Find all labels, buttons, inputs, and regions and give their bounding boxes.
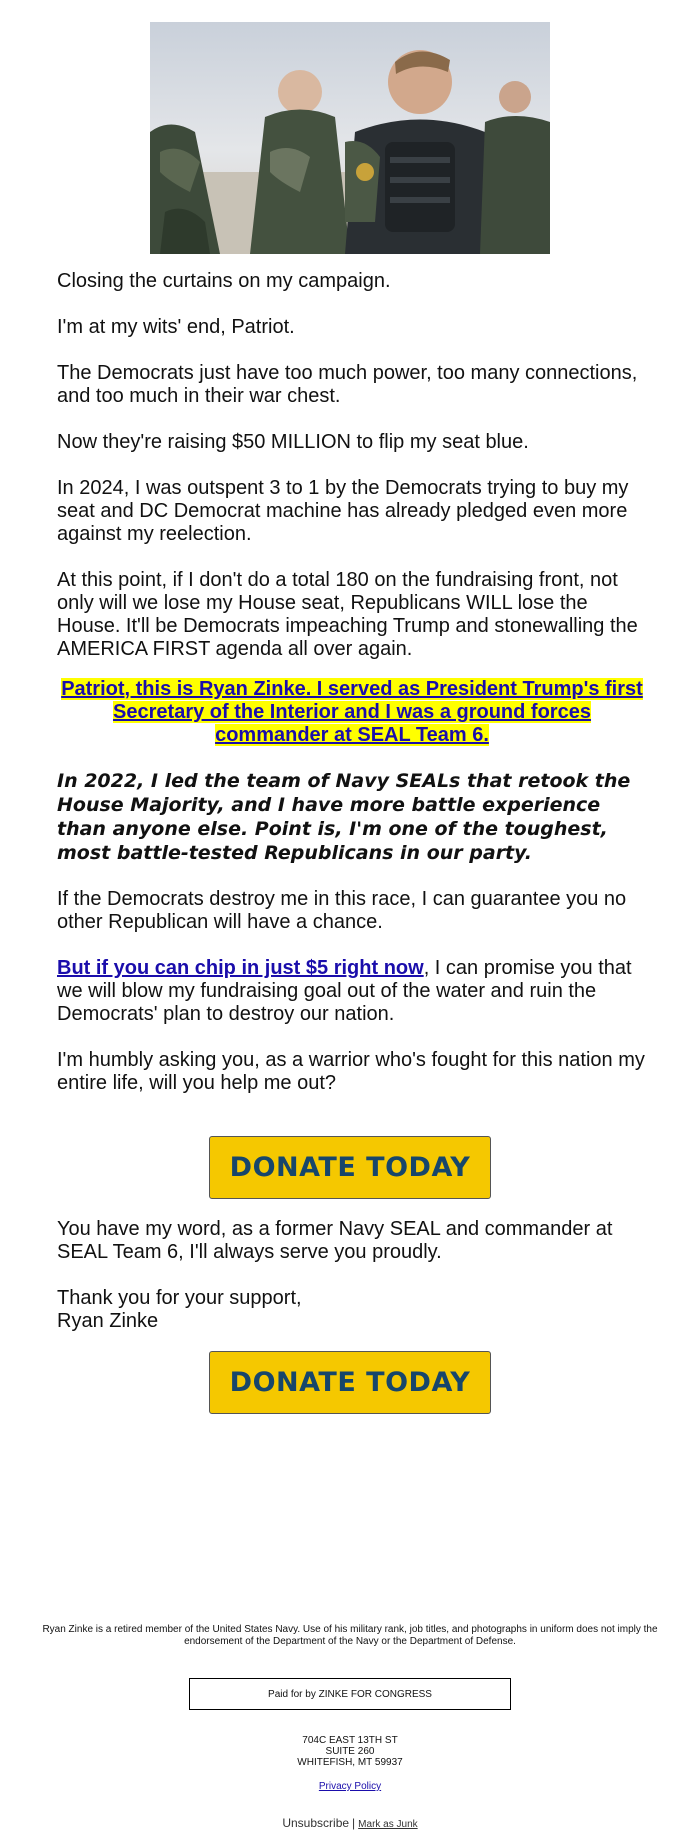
unsubscribe-link[interactable]: Unsubscribe bbox=[282, 1816, 350, 1830]
privacy-policy-link[interactable]: Privacy Policy bbox=[318, 1781, 382, 1792]
highlight-block bbox=[57, 678, 647, 747]
paragraph: Closing the curtains on my campaign. bbox=[57, 270, 391, 292]
paragraph: I'm humbly asking you, as a warrior who's fought for this nation my entire life, will you help me out? bbox=[57, 1049, 645, 1094]
thanks-line: Thank you for your support, bbox=[57, 1287, 302, 1309]
paragraph: In 2024, I was outspent 3 to 1 by the Democrats trying to buy my seat and DC Democrat machine has already pledged even more against my reelection. bbox=[57, 477, 629, 545]
paid-for-box: Paid for by ZINKE FOR CONGRESS bbox=[189, 1678, 511, 1710]
email-body bbox=[57, 270, 647, 1118]
unsubscribe-bar bbox=[0, 1816, 700, 1830]
paragraph: If the Democrats destroy me in this race, I can guarantee you no other Republican will have a chance. bbox=[57, 888, 627, 933]
mailing-address bbox=[0, 1735, 700, 1768]
closing-section bbox=[57, 1218, 647, 1333]
paragraph: You have my word, as a former Navy SEAL and commander at SEAL Team 6, I'll always serve you proudly. bbox=[57, 1218, 613, 1263]
paragraph: The Democrats just have too much power, too many connections, and too much in their war chest. bbox=[57, 362, 638, 407]
paragraph: Now they're raising $50 MILLION to flip my seat blue. bbox=[57, 431, 529, 453]
paragraph: I'm at my wits' end, Patriot. bbox=[57, 316, 295, 338]
donate-button[interactable]: DONATE TODAY bbox=[209, 1136, 491, 1199]
highlight-link[interactable]: Patriot, this is Ryan Zinke. I served as President Trump's first Secretary of the Interior and I was a ground forces commander at SEAL Team 6. bbox=[61, 678, 643, 746]
bold-italic-statement: In 2022, I led the team of Navy SEALs that retook the House Majority, and I have more battle experience than anyone else. Point is, I'm one of the toughest, most battle-tested Republicans in our party. bbox=[57, 770, 631, 864]
address-line: WHITEFISH, MT 59937 bbox=[297, 1757, 403, 1768]
chip-in-link[interactable]: But if you can chip in just $5 right now bbox=[57, 957, 424, 979]
address-line: 704C EAST 13TH ST bbox=[302, 1735, 398, 1746]
separator: | bbox=[352, 1816, 356, 1830]
address-line: SUITE 260 bbox=[325, 1746, 375, 1757]
military-disclaimer: Ryan Zinke is a retired member of the United States Navy. Use of his military rank, job titles, and photographs in uniform does not imply the endorsement of the Department of the Navy or the Department of Defense. bbox=[42, 1624, 658, 1647]
paragraph: At this point, if I don't do a total 180 on the fundraising front, not only will we lose my House seat, Republicans WILL lose the House. It'll be Democrats impeaching Trump and stonewalling the AMERICA FIRST agenda all over again. bbox=[57, 569, 638, 660]
hero-image bbox=[150, 22, 550, 254]
mark-as-junk-link[interactable]: Mark as Junk bbox=[358, 1819, 418, 1830]
paragraph bbox=[57, 957, 647, 1026]
privacy-section bbox=[0, 1781, 700, 1792]
donate-button-secondary[interactable]: DONATE TODAY bbox=[209, 1351, 491, 1414]
paragraph-text: , I can promise you that we will blow my fundraising goal out of the water and ruin the Democrats' plan to destroy our nation. bbox=[57, 957, 632, 1025]
signature: Ryan Zinke bbox=[57, 1310, 159, 1332]
